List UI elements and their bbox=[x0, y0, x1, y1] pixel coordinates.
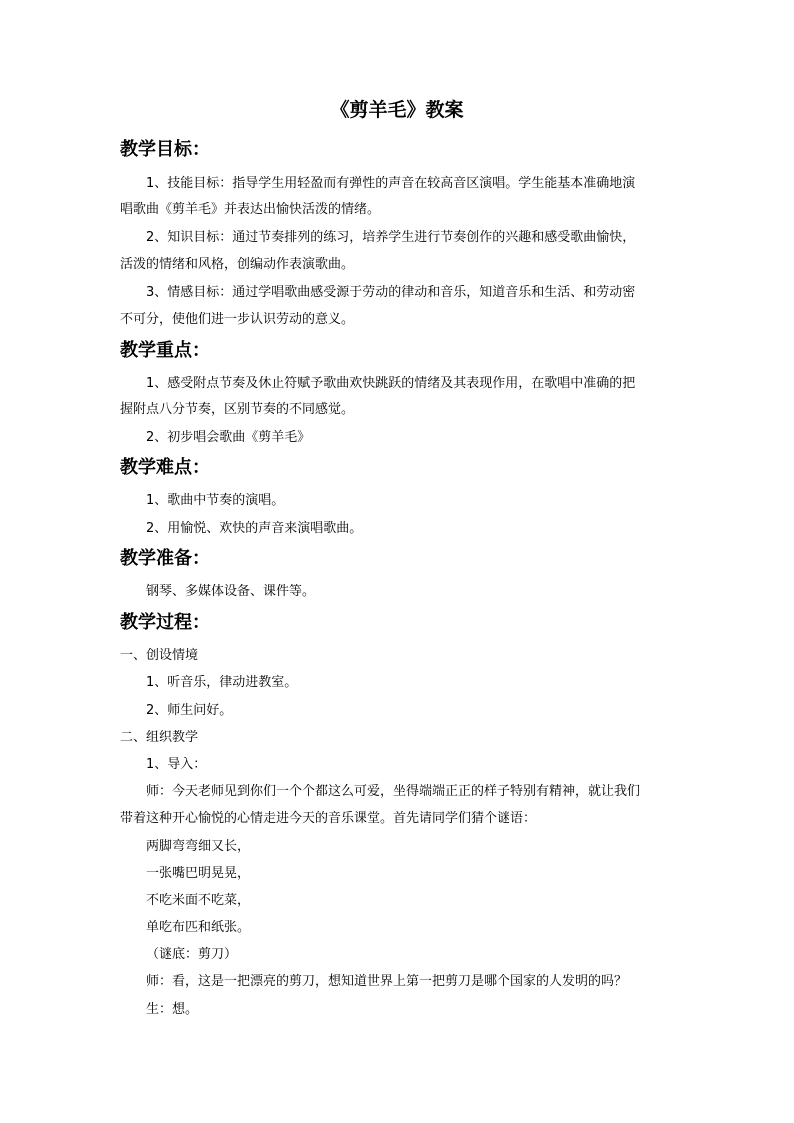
paragraph-line: 生：想。 bbox=[146, 1002, 199, 1017]
subsection-heading: 二、组织教学 bbox=[120, 730, 199, 745]
section-heading-keypoints: 教学重点： bbox=[120, 340, 210, 361]
document-title: 《剪羊毛》教案 bbox=[330, 99, 464, 121]
paragraph-line: 不可分，使他们进一步认识劳动的意义。 bbox=[120, 312, 355, 327]
paragraph-line: 2、师生问好。 bbox=[146, 703, 233, 718]
section-heading-difficulties: 教学难点： bbox=[120, 457, 210, 478]
section-heading-objectives: 教学目标： bbox=[120, 139, 210, 160]
paragraph-line: 1、导入： bbox=[146, 757, 207, 772]
riddle-line: 不吃米面不吃菜， bbox=[146, 893, 251, 908]
paragraph-line: 师：看，这是一把漂亮的剪刀，想知道世界上第一把剪刀是哪个国家的人发明的吗？ bbox=[146, 974, 628, 989]
paragraph-line: 3、情感目标：通过学唱歌曲感受源于劳动的律动和音乐，知道音乐和生活、和劳动密 bbox=[146, 285, 636, 300]
paragraph-line: 握附点八分节奏，区别节奏的不同感觉。 bbox=[120, 402, 355, 417]
paragraph-line: 1、技能目标：指导学生用轻盈而有弹性的声音在较高音区演唱。学生能基本准确地演 bbox=[146, 176, 636, 191]
riddle-line: 单吃布匹和纸张。 bbox=[146, 920, 251, 935]
section-heading-preparation: 教学准备： bbox=[120, 548, 210, 569]
riddle-answer: （谜底：剪刀） bbox=[146, 947, 238, 962]
subsection-heading: 一、创设情境 bbox=[120, 648, 199, 663]
paragraph-line: 1、感受附点节奏及休止符赋予歌曲欢快跳跃的情绪及其表现作用，在歌唱中准确的把 bbox=[146, 376, 636, 391]
paragraph-line: 师：今天老师见到你们一个个都这么可爱，坐得端端正正的样子特别有精神，就让我们 bbox=[146, 784, 641, 799]
paragraph-line: 1、歌曲中节奏的演唱。 bbox=[146, 493, 285, 508]
paragraph-line: 1、听音乐，律动进教室。 bbox=[146, 675, 298, 690]
paragraph-line: 2、知识目标：通过节奏排列的练习，培养学生进行节奏创作的兴趣和感受歌曲愉快， bbox=[146, 230, 636, 245]
paragraph-line: 钢琴、多媒体设备、课件等。 bbox=[146, 584, 316, 599]
paragraph-line: 2、用愉悦、欢快的声音来演唱歌曲。 bbox=[146, 521, 363, 536]
riddle-line: 一张嘴巴明晃晃， bbox=[146, 866, 251, 881]
riddle-line: 两脚弯弯细又长， bbox=[146, 839, 251, 854]
paragraph-line: 活泼的情绪和风格，创编动作表演歌曲。 bbox=[120, 257, 355, 272]
paragraph-line: 2、初步唱会歌曲《剪羊毛》 bbox=[146, 430, 311, 445]
paragraph-line: 带着这种开心愉悦的心情走进今天的音乐课堂。首先请同学们猜个谜语： bbox=[120, 811, 537, 826]
paragraph-line: 唱歌曲《剪羊毛》并表达出愉快活泼的情绪。 bbox=[120, 202, 381, 217]
section-heading-process: 教学过程： bbox=[120, 612, 210, 633]
